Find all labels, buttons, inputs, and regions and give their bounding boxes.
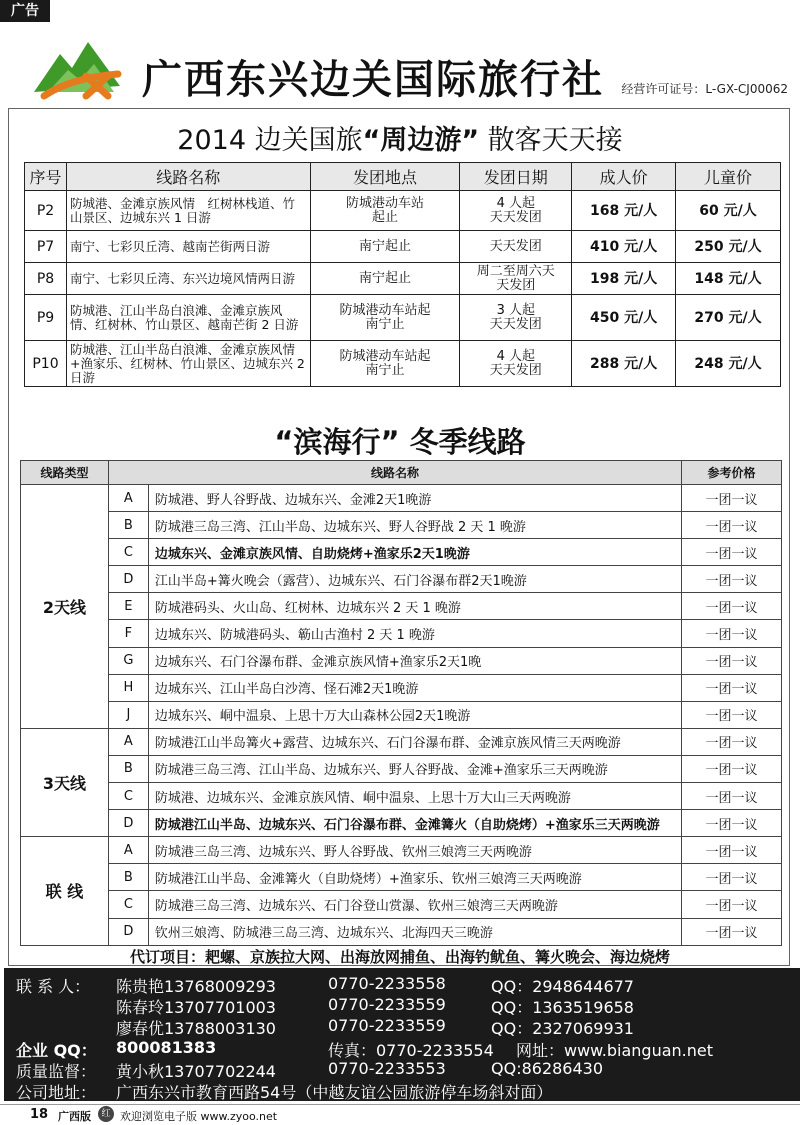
route-code: A [108, 485, 148, 512]
header-code: 序号 [25, 163, 67, 191]
tour-route: 南宁、七彩贝丘湾、东兴边境风情两日游 [66, 263, 310, 295]
table-row [21, 728, 782, 755]
route-type: 联 线 [21, 837, 109, 945]
quality-label: 质量监督： [16, 1062, 97, 1081]
tour-date: 天天发团 [460, 231, 572, 263]
route-code: A [108, 728, 148, 755]
table-row [21, 864, 782, 891]
table-row [21, 566, 782, 593]
route-price: 一团一议 [682, 674, 782, 701]
route-code: D [108, 810, 148, 837]
route-name: 江山半岛+篝火晚会（露营）、边城东兴、石门谷瀑布群2天1晚游 [148, 566, 681, 593]
footer-divider [0, 1104, 800, 1105]
quality-contact: 黄小秋13707702244 [116, 1062, 276, 1081]
route-code: C [108, 539, 148, 566]
adult-price: 410 元/人 [572, 231, 676, 263]
route-name: 防城港江山半岛篝火+露营、边城东兴、石门谷瀑布群、金滩京族风情三天两晚游 [148, 728, 681, 755]
contact-qq: QQ：1363519658 [491, 998, 634, 1017]
section1-title [0, 118, 800, 157]
table-row [25, 191, 781, 231]
company-logo-icon [30, 34, 126, 106]
tour-place: 防城港动车站起 南宁止 [310, 295, 460, 341]
route-name: 边城东兴、石门谷瀑布群、金滩京族风情+渔家乐2天1晚 [148, 647, 681, 674]
route-code: B [108, 755, 148, 782]
tour-route: 防城港、江山半岛白浪滩、金滩京族风情+渔家乐、红树林、竹山景区、边城东兴 2日游 [66, 341, 310, 387]
page-number: 18 [30, 1107, 49, 1122]
table-row [21, 647, 782, 674]
address: 广西东兴市教育西路54号（中越友谊公园旅游停车场斜对面） [116, 1083, 553, 1102]
table-row [21, 620, 782, 647]
tour-code: P8 [25, 263, 67, 295]
footer-text: 欢迎浏览电子版 www.zyoo.net [120, 1110, 278, 1123]
route-code: E [108, 593, 148, 620]
route-name: 防城港码头、火山岛、红树林、边城东兴 2 天 1 晚游 [148, 593, 681, 620]
route-code: D [108, 918, 148, 945]
table-row [21, 918, 782, 945]
contact-name: 廖春优13788003130 [116, 1019, 276, 1038]
tour-route: 南宁、七彩贝丘湾、越南芒街两日游 [66, 231, 310, 263]
route-name: 边城东兴、峒中温泉、上思十万大山森林公园2天1晚游 [148, 701, 681, 728]
table-row [21, 810, 782, 837]
quality-qq: QQ:86286430 [491, 1059, 604, 1078]
tour-route: 防城港、江山半岛白浪滩、金滩京族风情、红树林、竹山景区、越南芒街 2 日游 [66, 295, 310, 341]
route-code: G [108, 647, 148, 674]
section1-title-post: 散客天天接 [479, 125, 623, 156]
section2-title: “滨海行” 冬季线路 [274, 425, 526, 459]
route-price: 一团一议 [682, 918, 782, 945]
contact-phone: 0770-2233558 [328, 974, 446, 993]
route-name: 防城港三岛三湾、江山半岛、边城东兴、野人谷野战、金滩+渔家乐三天两晚游 [148, 755, 681, 782]
child-price: 270 元/人 [676, 295, 781, 341]
section1-title-mid: “周边游” [362, 125, 480, 156]
table-row [25, 295, 781, 341]
edition-label: 广西版 [58, 1110, 91, 1123]
tour-place: 南宁起止 [310, 263, 460, 295]
contact-box [4, 968, 800, 1101]
table-row [25, 231, 781, 263]
route-price: 一团一议 [682, 864, 782, 891]
route-type: 3天线 [21, 728, 109, 836]
route-name: 防城港三岛三湾、江山半岛、边城东兴、野人谷野战 2 天 1 晚游 [148, 512, 681, 539]
table-row [25, 263, 781, 295]
route-price: 一团一议 [682, 810, 782, 837]
route-name: 防城港江山半岛、金滩篝火（自助烧烤）+渔家乐、钦州三娘湾三天两晚游 [148, 864, 681, 891]
adult-price: 168 元/人 [572, 191, 676, 231]
header-adult-price: 成人价 [572, 163, 676, 191]
route-name: 边城东兴、防城港码头、簕山古渔村 2 天 1 晚游 [148, 620, 681, 647]
table-row [21, 485, 782, 512]
child-price: 60 元/人 [676, 191, 781, 231]
license-number: 经营许可证号：L-GX-CJ00062 [621, 82, 788, 96]
tour-place: 南宁起止 [310, 231, 460, 263]
tour-code: P2 [25, 191, 67, 231]
table-row [21, 593, 782, 620]
section1-title-pre: 2014 边关国旅 [177, 125, 363, 156]
route-code: H [108, 674, 148, 701]
contact-qq: QQ：2327069931 [491, 1019, 634, 1038]
header-ref-price: 参考价格 [682, 461, 782, 485]
route-price: 一团一议 [682, 728, 782, 755]
route-code: C [108, 783, 148, 810]
winter-routes-table [20, 460, 782, 946]
website: 网址：www.bianguan.net [516, 1041, 714, 1060]
quality-phone: 0770-2233553 [328, 1059, 446, 1078]
contact-name: 陈贵艳13768009293 [116, 977, 276, 996]
tour-code: P9 [25, 295, 67, 341]
enterprise-qq: 800081383 [116, 1038, 217, 1057]
header-date: 发团日期 [460, 163, 572, 191]
header-route-name: 线路名称 [108, 461, 681, 485]
route-price: 一团一议 [682, 593, 782, 620]
route-price: 一团一议 [682, 783, 782, 810]
tour-place: 防城港动车站 起止 [310, 191, 460, 231]
table-row [21, 539, 782, 566]
route-price: 一团一议 [682, 891, 782, 918]
route-price: 一团一议 [682, 701, 782, 728]
child-price: 148 元/人 [676, 263, 781, 295]
contact-qq: QQ：2948644677 [491, 977, 634, 996]
route-code: A [108, 837, 148, 864]
table-row [21, 755, 782, 782]
route-code: B [108, 512, 148, 539]
tour-code: P7 [25, 231, 67, 263]
table-header [21, 461, 782, 485]
route-name: 防城港、边城东兴、金滩京族风情、峒中温泉、上思十万大山三天两晚游 [148, 783, 681, 810]
adult-price: 450 元/人 [572, 295, 676, 341]
table-row [21, 837, 782, 864]
tour-date: 周二至周六天 天发团 [460, 263, 572, 295]
route-price: 一团一议 [682, 512, 782, 539]
table-row [21, 674, 782, 701]
contact-label: 联 系 人： [16, 977, 91, 996]
route-price: 一团一议 [682, 566, 782, 593]
contact-name: 陈春玲13707701003 [116, 998, 276, 1017]
route-price: 一团一议 [682, 755, 782, 782]
header-route: 线路名称 [66, 163, 310, 191]
route-price: 一团一议 [682, 539, 782, 566]
weekend-tours-table [24, 162, 781, 387]
table-row [21, 701, 782, 728]
table-header [25, 163, 781, 191]
route-price: 一团一议 [682, 620, 782, 647]
tour-date: 4 人起 天天发团 [460, 341, 572, 387]
header [22, 30, 798, 108]
child-price: 248 元/人 [676, 341, 781, 387]
table-row [21, 783, 782, 810]
adult-price: 288 元/人 [572, 341, 676, 387]
route-name: 防城港三岛三湾、边城东兴、野人谷野战、钦州三娘湾三天两晚游 [148, 837, 681, 864]
route-name: 防城港、野人谷野战、边城东兴、金滩2天1晚游 [148, 485, 681, 512]
route-code: F [108, 620, 148, 647]
route-code: B [108, 864, 148, 891]
route-name: 边城东兴、江山半岛白沙湾、怪石滩2天1晚游 [148, 674, 681, 701]
contact-phone: 0770-2233559 [328, 1016, 446, 1035]
table-row [21, 512, 782, 539]
route-code: J [108, 701, 148, 728]
page-footer [0, 1104, 800, 1125]
route-price: 一团一议 [682, 485, 782, 512]
header-child-price: 儿童价 [676, 163, 781, 191]
route-price: 一团一议 [682, 837, 782, 864]
ad-tag: 广告 [0, 0, 50, 22]
enterprise-qq-label: 企业 QQ： [16, 1041, 97, 1060]
tour-date: 4 人起 天天发团 [460, 191, 572, 231]
tour-place: 防城港动车站起 南宁止 [310, 341, 460, 387]
route-name: 边城东兴、金滩京族风情、自助烧烤+渔家乐2天1晚游 [148, 539, 681, 566]
extra-services: 代订项目：耙螺、京族拉大网、出海放网捕鱼、出海钓鱿鱼、篝火晚会、海边烧烤 [129, 948, 670, 966]
table-row [21, 891, 782, 918]
tour-route: 防城港、金滩京族风情 红树林栈道、竹山景区、边城东兴 1 日游 [66, 191, 310, 231]
route-code: D [108, 566, 148, 593]
contact-phone: 0770-2233559 [328, 995, 446, 1014]
tour-date: 3 人起 天天发团 [460, 295, 572, 341]
route-code: C [108, 891, 148, 918]
header-route-type: 线路类型 [21, 461, 109, 485]
route-name: 钦州三娘湾、防城港三岛三湾、边城东兴、北海四天三晚游 [148, 918, 681, 945]
table-row [25, 341, 781, 387]
route-name: 防城港江山半岛、边城东兴、石门谷瀑布群、金滩篝火（自助烧烤）+渔家乐三天两晚游 [148, 810, 681, 837]
header-place: 发团地点 [310, 163, 460, 191]
address-label: 公司地址： [16, 1083, 97, 1102]
adult-price: 198 元/人 [572, 263, 676, 295]
child-price: 250 元/人 [676, 231, 781, 263]
route-type: 2天线 [21, 485, 109, 729]
edition-mark-icon: 红 [98, 1106, 114, 1122]
tour-code: P10 [25, 341, 67, 387]
route-name: 防城港三岛三湾、边城东兴、石门谷登山赏瀑、钦州三娘湾三天两晚游 [148, 891, 681, 918]
fax: 传真：0770-2233554 [328, 1041, 494, 1060]
company-name: 广西东兴边关国际旅行社 [142, 57, 604, 103]
route-price: 一团一议 [682, 647, 782, 674]
